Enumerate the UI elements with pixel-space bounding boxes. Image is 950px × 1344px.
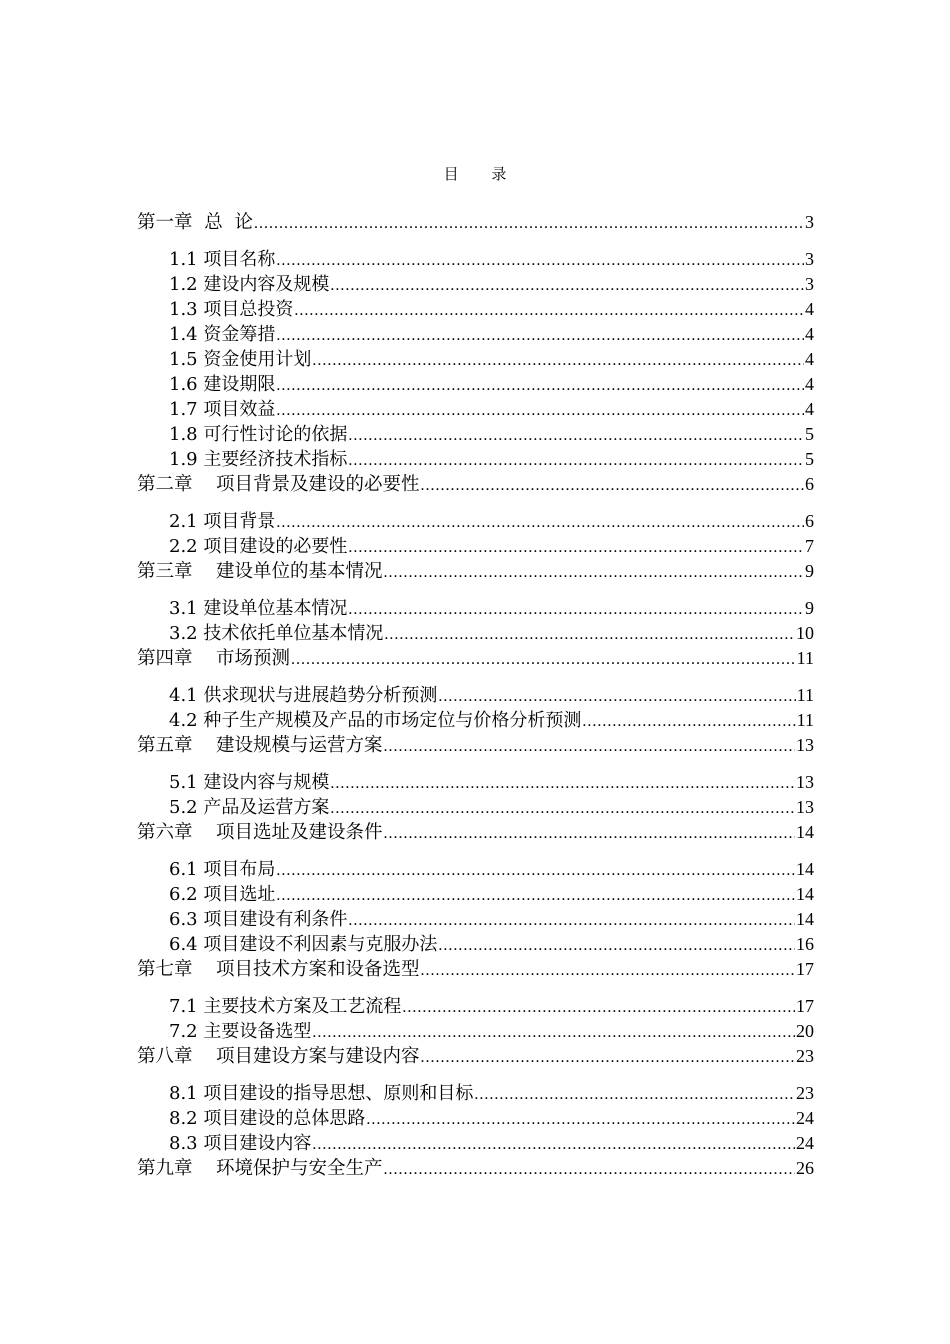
- toc-entry-title: 1.9 主要经济技术指标: [169, 449, 348, 470]
- toc-entry-title: 1.7 项目效益: [169, 399, 276, 420]
- toc-chapter-entry[interactable]: [137, 820, 814, 845]
- toc-entry-title: 2.1 项目背景: [169, 511, 276, 532]
- dot-leader: [402, 995, 795, 1020]
- toc-entry-title: 8.1 项目建设的指导思想、原则和目标: [169, 1083, 474, 1104]
- toc-section-entry[interactable]: [137, 932, 814, 957]
- dot-leader: [384, 622, 795, 647]
- toc-entry-title: 第八章 项目建设方案与建设内容: [137, 1046, 420, 1067]
- toc-entry-title: 第六章 项目选址及建设条件: [137, 822, 383, 843]
- toc-page-number: 9: [805, 561, 814, 581]
- toc-section-entry[interactable]: [137, 596, 814, 621]
- toc-entry-title: 7.2 主要设备选型: [169, 1021, 312, 1042]
- toc-page-number: 9: [805, 598, 814, 618]
- dot-leader: [474, 1082, 795, 1107]
- toc-entry-title: 1.5 资金使用计划: [169, 349, 312, 370]
- table-of-contents: [137, 210, 814, 1181]
- toc-page-number: 4: [805, 399, 814, 419]
- toc-page-number: 6: [805, 474, 814, 494]
- toc-entry-title: 2.2 项目建设的必要性: [169, 536, 348, 557]
- toc-section-entry[interactable]: [137, 397, 814, 422]
- toc-page-number: 4: [805, 299, 814, 319]
- dot-leader: [438, 684, 795, 709]
- toc-section-entry[interactable]: [137, 272, 814, 297]
- dot-leader: [384, 1157, 795, 1182]
- toc-page-number: 11: [796, 710, 814, 730]
- toc-section-entry[interactable]: [137, 882, 814, 907]
- toc-entry-title: 1.2 建设内容及规模: [169, 274, 330, 295]
- toc-page-number: 20: [796, 1021, 814, 1041]
- dot-leader: [276, 510, 804, 535]
- toc-page-number: 3: [805, 249, 814, 269]
- toc-page-number: 26: [796, 1158, 814, 1178]
- toc-entry-title: 第九章 环境保护与安全生产: [137, 1158, 383, 1179]
- toc-section-entry[interactable]: [137, 907, 814, 932]
- toc-page-number: 13: [796, 772, 814, 792]
- dot-leader: [330, 796, 795, 821]
- toc-entry-title: 8.2 项目建设的总体思路: [169, 1108, 366, 1129]
- dot-leader: [348, 535, 804, 560]
- toc-chapter-entry[interactable]: [137, 957, 814, 982]
- toc-entry-title: 4.2 种子生产规模及产品的市场定位与价格分析预测: [169, 710, 582, 731]
- toc-page-number: 14: [796, 822, 814, 842]
- toc-section-entry[interactable]: [137, 1019, 814, 1044]
- toc-section-entry[interactable]: [137, 994, 814, 1019]
- dot-leader: [421, 958, 795, 983]
- toc-entry-title: 第五章 建设规模与运营方案: [137, 735, 383, 756]
- toc-section-entry[interactable]: [137, 322, 814, 347]
- toc-chapter-entry[interactable]: [137, 1044, 814, 1069]
- dot-leader: [348, 597, 804, 622]
- dot-leader: [312, 348, 804, 373]
- toc-page-number: 14: [796, 909, 814, 929]
- toc-page-number: 5: [805, 424, 814, 444]
- dot-leader: [582, 709, 795, 734]
- toc-section-entry[interactable]: [137, 621, 814, 646]
- toc-page-number: 7: [805, 536, 814, 556]
- dot-leader: [276, 858, 795, 883]
- dot-leader: [348, 448, 804, 473]
- toc-section-entry[interactable]: [137, 770, 814, 795]
- toc-entry-title: 4.1 供求现状与进展趋势分析预测: [169, 685, 438, 706]
- dot-leader: [276, 323, 804, 348]
- toc-section-entry[interactable]: [137, 534, 814, 559]
- toc-section-entry[interactable]: [137, 795, 814, 820]
- toc-entry-title: 第三章 建设单位的基本情况: [137, 561, 383, 582]
- dot-leader: [384, 560, 804, 585]
- toc-page-number: 4: [805, 374, 814, 394]
- toc-entry-title: 6.1 项目布局: [169, 859, 276, 880]
- dot-leader: [312, 1132, 795, 1157]
- toc-page-number: 17: [796, 959, 814, 979]
- dot-leader: [330, 273, 804, 298]
- toc-entry-title: 7.1 主要技术方案及工艺流程: [169, 996, 402, 1017]
- dot-leader: [438, 933, 795, 958]
- toc-entry-title: 8.3 项目建设内容: [169, 1133, 312, 1154]
- toc-page-number: 14: [796, 884, 814, 904]
- toc-entry-title: 5.1 建设内容与规模: [169, 772, 330, 793]
- dot-leader: [348, 423, 804, 448]
- toc-section-entry[interactable]: [137, 683, 814, 708]
- toc-section-entry[interactable]: [137, 1081, 814, 1106]
- dot-leader: [276, 398, 804, 423]
- toc-entry-title: 第四章 市场预测: [137, 648, 291, 669]
- toc-page-number: 3: [805, 212, 814, 232]
- toc-entry-title: 1.1 项目名称: [169, 249, 276, 270]
- dot-leader: [330, 771, 795, 796]
- toc-page-number: 16: [796, 934, 814, 954]
- toc-entry-title: 3.2 技术依托单位基本情况: [169, 623, 384, 644]
- toc-section-entry[interactable]: [137, 297, 814, 322]
- toc-entry-title: 6.3 项目建设有利条件: [169, 909, 348, 930]
- toc-page-number: 24: [796, 1133, 814, 1153]
- toc-chapter-entry[interactable]: [137, 1156, 814, 1181]
- toc-section-entry[interactable]: [137, 1106, 814, 1131]
- dot-leader: [294, 298, 804, 323]
- toc-section-entry[interactable]: [137, 447, 814, 472]
- toc-entry-title: 5.2 产品及运营方案: [169, 797, 330, 818]
- toc-page-number: 11: [796, 685, 814, 705]
- dot-leader: [348, 908, 795, 933]
- toc-page-number: 23: [796, 1083, 814, 1103]
- dot-leader: [312, 1020, 795, 1045]
- toc-chapter-entry[interactable]: [137, 559, 814, 584]
- toc-page-number: 4: [805, 324, 814, 344]
- toc-entry-title: 1.8 可行性讨论的依据: [169, 424, 348, 445]
- dot-leader: [384, 734, 795, 759]
- toc-entry-title: 第七章 项目技术方案和设备选型: [137, 959, 420, 980]
- toc-chapter-entry[interactable]: [137, 646, 814, 671]
- toc-section-entry[interactable]: [137, 509, 814, 534]
- toc-section-entry[interactable]: [137, 247, 814, 272]
- toc-page-number: 17: [796, 996, 814, 1016]
- toc-page-number: 3: [805, 274, 814, 294]
- toc-page-number: 4: [805, 349, 814, 369]
- toc-title: 目 录: [443, 165, 521, 183]
- dot-leader: [291, 647, 796, 672]
- toc-entry-title: 第二章 项目背景及建设的必要性: [137, 474, 420, 495]
- toc-section-entry[interactable]: [137, 857, 814, 882]
- toc-page-number: 6: [805, 511, 814, 531]
- toc-page-number: 23: [796, 1046, 814, 1066]
- toc-section-entry[interactable]: [137, 347, 814, 372]
- dot-leader: [254, 211, 804, 236]
- toc-section-entry[interactable]: [137, 372, 814, 397]
- toc-page-number: 10: [796, 623, 814, 643]
- toc-entry-title: 3.1 建设单位基本情况: [169, 598, 348, 619]
- dot-leader: [384, 821, 795, 846]
- dot-leader: [421, 1045, 795, 1070]
- toc-chapter-entry[interactable]: [137, 210, 814, 235]
- toc-section-entry[interactable]: [137, 1131, 814, 1156]
- dot-leader: [276, 248, 804, 273]
- toc-entry-title: 第一章 总 论: [137, 212, 254, 233]
- dot-leader: [366, 1107, 795, 1132]
- toc-page-number: 5: [805, 449, 814, 469]
- dot-leader: [276, 883, 795, 908]
- toc-entry-title: 6.2 项目选址: [169, 884, 276, 905]
- toc-section-entry[interactable]: [137, 708, 814, 733]
- toc-entry-title: 1.4 资金筹措: [169, 324, 276, 345]
- toc-entry-title: 1.6 建设期限: [169, 374, 276, 395]
- toc-page-number: 11: [796, 648, 814, 668]
- toc-page-number: 13: [796, 797, 814, 817]
- toc-page-number: 13: [796, 735, 814, 755]
- toc-entry-title: 6.4 项目建设不利因素与克服办法: [169, 934, 438, 955]
- dot-leader: [421, 473, 804, 498]
- toc-page-number: 24: [796, 1108, 814, 1128]
- toc-section-entry[interactable]: [137, 422, 814, 447]
- toc-chapter-entry[interactable]: [137, 733, 814, 758]
- toc-entry-title: 1.3 项目总投资: [169, 299, 294, 320]
- dot-leader: [276, 373, 804, 398]
- toc-chapter-entry[interactable]: [137, 472, 814, 497]
- toc-page-number: 14: [796, 859, 814, 879]
